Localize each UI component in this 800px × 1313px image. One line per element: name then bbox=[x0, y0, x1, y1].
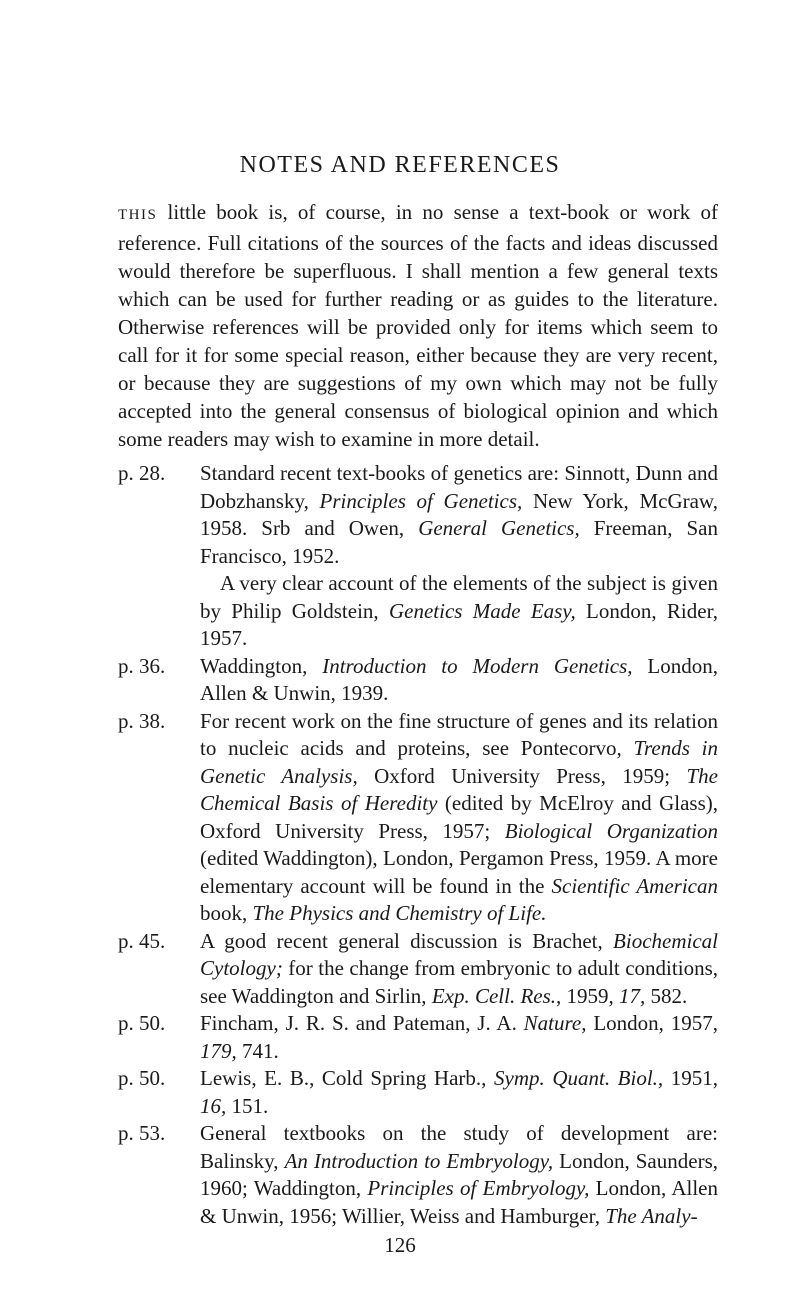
reference-text: London, Saunders, 1960; Waddington, bbox=[200, 1148, 718, 1200]
reference-paragraph bbox=[200, 1010, 718, 1065]
reference-entry bbox=[118, 1010, 718, 1065]
reference-text: A very clear account of the elements of the subject is given by Philip Goldstein, bbox=[200, 571, 718, 623]
reference-entry bbox=[118, 653, 718, 708]
reference-entry bbox=[118, 1065, 718, 1120]
reference-text: for the change from embryonic to adult conditions, see Waddington and Sirlin, bbox=[200, 956, 718, 1008]
reference-entry bbox=[118, 460, 718, 653]
reference-title-italic: An Introduction to Embryology, bbox=[284, 1148, 554, 1173]
reference-text: 1959, bbox=[561, 983, 620, 1008]
reference-title-italic: Biological Organization bbox=[504, 818, 718, 843]
reference-title-italic: The Analy- bbox=[605, 1203, 698, 1228]
reference-paragraph bbox=[200, 570, 718, 653]
intro-text: little book is, of course, in no sense a text-book or work of reference. Full citations of the sources of the facts and ideas discussed would therefore be superfluous. I shall mention a few general texts which can be used for further reading or as guides to the literature. Otherwise references will be provided only for items which seem to call for it for some special reason, either because they are very recent, or because they are suggestions of my own which may not be fully accepted into the general consensus of biological opinion and which some readers may wish to examine in more detail. bbox=[118, 200, 718, 451]
reference-paragraph bbox=[200, 653, 718, 708]
reference-text: 582. bbox=[645, 983, 688, 1008]
reference-title-italic: Principles of Genetics, bbox=[319, 488, 523, 513]
reference-title-italic: Genetics Made Easy, bbox=[388, 598, 576, 623]
reference-title-italic: 179, bbox=[200, 1038, 237, 1063]
reference-text: New York, McGraw, 1958. Srb and Owen, bbox=[200, 488, 718, 540]
reference-text: Lewis, E. B., Cold Spring Harb., bbox=[200, 1066, 495, 1090]
reference-text: London, Allen & Unwin, 1956; Willier, Weiss and Hamburger, bbox=[200, 1176, 718, 1228]
reference-paragraph bbox=[200, 1120, 718, 1230]
reference-text: A good recent general discussion is Brachet, bbox=[200, 928, 614, 953]
reference-text: Oxford University Press, 1959; bbox=[357, 763, 687, 788]
reference-text: 151. bbox=[226, 1093, 269, 1118]
reference-text: Standard recent text-books of genetics are: Sinnott, Dunn and Dobzhansky, bbox=[200, 461, 718, 513]
intro-lead-smallcaps: THIS bbox=[118, 207, 158, 223]
reference-title-italic: Principles of Embryology, bbox=[367, 1176, 590, 1200]
reference-text: London, Allen & Unwin, 1939. bbox=[200, 653, 718, 705]
reference-title-italic: The Physics and Chemistry of Life. bbox=[252, 901, 547, 925]
reference-paragraph bbox=[200, 460, 718, 570]
reference-title-italic: Nature, bbox=[523, 1011, 587, 1035]
reference-paragraph bbox=[200, 1065, 718, 1120]
reference-page-label: p. 38. bbox=[118, 708, 166, 733]
reference-text: Fincham, J. R. S. and Pateman, J. A. bbox=[200, 1011, 524, 1035]
reference-title-italic: Symp. Quant. Biol., bbox=[494, 1066, 664, 1090]
reference-paragraph bbox=[200, 708, 718, 928]
section-heading: NOTES AND REFERENCES bbox=[239, 152, 561, 178]
reference-page-label: p. 28. bbox=[118, 461, 166, 485]
reference-entry bbox=[118, 708, 718, 928]
reference-title-italic: 16, bbox=[200, 1093, 227, 1118]
reference-text: General textbooks on the study of development are: Balinsky, bbox=[200, 1121, 718, 1173]
reference-text: For recent work on the fine structure of genes and its relation to nucleic acids and proteins, see Pontecorvo, bbox=[200, 708, 718, 760]
reference-text: London, 1957, bbox=[586, 1011, 718, 1035]
reference-title-italic: Biochemical Cytology; bbox=[200, 928, 718, 980]
reference-title-italic: 17, bbox=[619, 983, 646, 1008]
reference-entry bbox=[118, 1120, 718, 1230]
reference-page-label: p. 53. bbox=[118, 1121, 166, 1145]
reference-title-italic: Exp. Cell. Res., bbox=[431, 983, 562, 1008]
references-list bbox=[118, 460, 718, 1230]
reference-text: Waddington, bbox=[200, 653, 323, 678]
reference-title-italic: Introduction to Modern Genetics, bbox=[322, 653, 633, 678]
reference-page-label: p. 45. bbox=[118, 928, 166, 953]
reference-text: London, Rider, 1957. bbox=[200, 598, 718, 650]
reference-title-italic: Scientific American bbox=[551, 873, 718, 898]
reference-text: 1951, bbox=[663, 1066, 719, 1090]
page-number: 126 bbox=[384, 1233, 416, 1257]
reference-text: book, bbox=[200, 901, 253, 925]
reference-page-label: p. 50. bbox=[118, 1066, 166, 1090]
reference-paragraph bbox=[200, 928, 718, 1011]
reference-page-label: p. 50. bbox=[118, 1011, 166, 1035]
reference-text: (edited by McElroy and Glass), Oxford University Press, 1957; bbox=[200, 791, 719, 843]
reference-text: (edited Waddington), London, Pergamon Press, 1959. A more elementary account will be found in the bbox=[200, 846, 718, 898]
reference-page-label: p. 36. bbox=[118, 653, 166, 678]
reference-entry bbox=[118, 928, 718, 1011]
reference-text: 741. bbox=[236, 1038, 279, 1063]
reference-title-italic: Trends in Genetic Analysis, bbox=[200, 736, 718, 788]
reference-text: Freeman, San Francisco, 1952. bbox=[200, 516, 718, 568]
reference-title-italic: The Chemical Basis of Heredity bbox=[200, 763, 718, 815]
intro-paragraph bbox=[118, 198, 718, 453]
reference-title-italic: General Genetics, bbox=[418, 516, 580, 540]
